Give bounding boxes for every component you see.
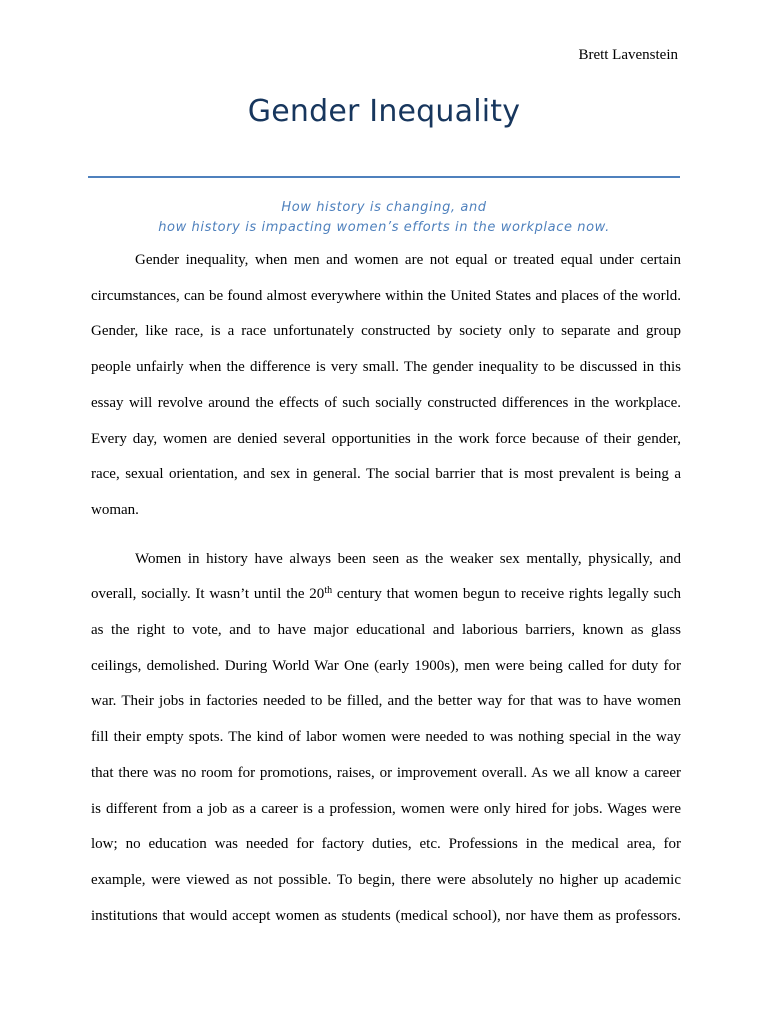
document-body (91, 243, 681, 934)
paragraph-2-line: is different from a job as a career is a profession, women were only hired for jobs. Wages were (91, 800, 681, 817)
author-name: Brett Lavenstein (578, 47, 678, 63)
paragraph-2-line: overall, socially. It wasn’t until the 20th century that women begun to receive rights legally such (91, 585, 681, 603)
paragraph-1-line: race, sexual orientation, and sex in general. The social barrier that is most prevalent is being a (91, 466, 681, 483)
paragraph-1-line: people unfairly when the difference is very small. The gender inequality to be discussed in this (91, 359, 681, 376)
subtitle-line-1: How history is changing, and (281, 200, 487, 215)
superscript-ordinal: th (324, 585, 333, 597)
paragraph-2-line: fill their empty spots. The kind of labor women were needed to was nothing special in the way (91, 729, 681, 746)
paragraph-2-line: war. Their jobs in factories needed to be filled, and the better way for that was to have women (91, 693, 681, 710)
paragraph-1-line: essay will revolve around the effects of such socially constructed differences in the workplace. (91, 394, 681, 411)
paragraph-2 (91, 542, 681, 935)
paragraph-2-line: institutions that would accept women as students (medical school), nor have them as professors. (91, 907, 681, 924)
paragraph-1-line: circumstances, can be found almost everywhere within the United States and places of the world. (91, 287, 681, 304)
paragraph-2-line: that there was no room for promotions, raises, or improvement overall. As we all know a career (91, 764, 681, 781)
paragraph-2-line: example, were viewed as not possible. To begin, there were absolutely no higher up academic (91, 871, 681, 888)
paragraph-1-line: woman. (91, 501, 139, 518)
document-subtitle (0, 198, 768, 238)
paragraph-1 (91, 243, 681, 529)
title-divider (88, 176, 680, 178)
paragraph-2-line: ceilings, demolished. During World War One (early 1900s), men were being called for duty for (91, 657, 681, 674)
document-title: Gender Inequality (247, 94, 521, 129)
paragraph-1-line: Gender, like race, is a race unfortunately constructed by society only to separate and group (91, 323, 681, 340)
subtitle-line-2: how history is impacting women’s efforts in the workplace now. (158, 220, 610, 235)
paragraph-1-line: Gender inequality, when men and women are not equal or treated equal under certain (135, 252, 681, 268)
paragraph-2-line: as the right to vote, and to have major educational and laborious barriers, known as glass (91, 622, 681, 639)
paragraph-2-line: low; no education was needed for factory duties, etc. Professions in the medical area, for (91, 836, 681, 853)
paragraph-2-line: Women in history have always been seen as the weaker sex mentally, physically, and (135, 550, 681, 567)
paragraph-1-line: Every day, women are denied several opportunities in the work force because of their gender, (91, 430, 681, 447)
